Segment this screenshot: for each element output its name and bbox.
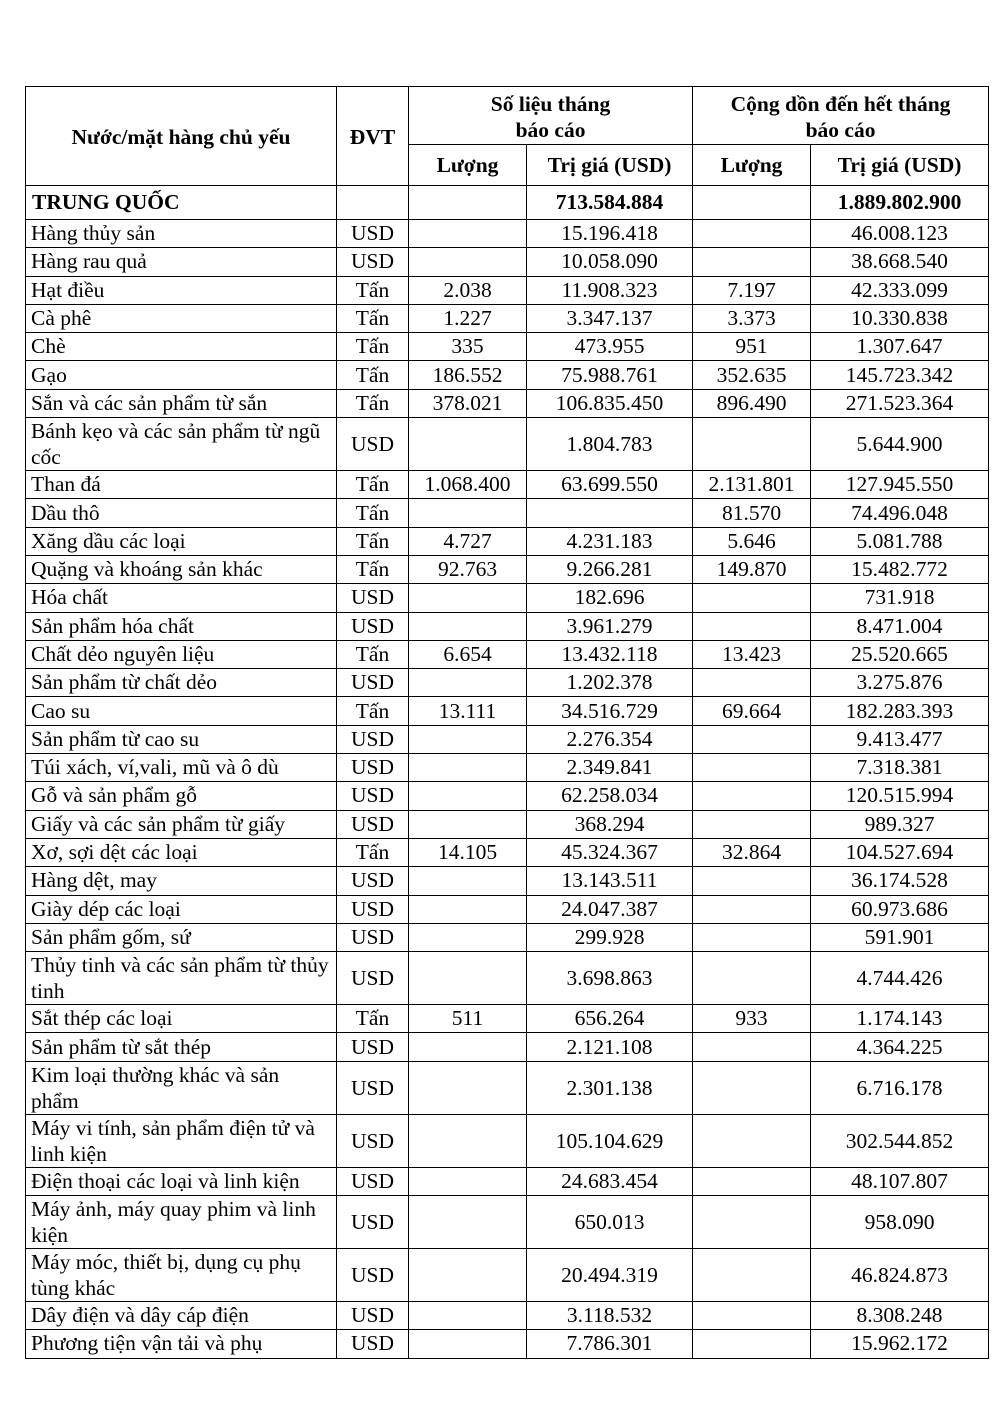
item-value-cumulative: 36.174.528	[811, 867, 989, 895]
item-unit: Tấn	[337, 333, 409, 361]
item-value-cumulative: 120.515.994	[811, 782, 989, 810]
group-qty-cumulative	[693, 186, 811, 220]
item-name: Chất dẻo nguyên liệu	[26, 640, 337, 668]
item-value-cumulative: 74.496.048	[811, 499, 989, 527]
item-value-month: 20.494.319	[527, 1249, 693, 1302]
item-unit: Tấn	[337, 276, 409, 304]
item-value-month: 106.835.450	[527, 389, 693, 417]
item-value-month: 1.202.378	[527, 669, 693, 697]
item-value-month: 45.324.367	[527, 838, 693, 866]
item-qty-cumulative: 3.373	[693, 304, 811, 332]
item-qty-cumulative	[693, 612, 811, 640]
table-row	[26, 1033, 989, 1061]
item-value-cumulative: 104.527.694	[811, 838, 989, 866]
item-value-month: 2.121.108	[527, 1033, 693, 1061]
table-row	[26, 555, 989, 583]
item-qty-cumulative: 933	[693, 1005, 811, 1033]
table-row	[26, 276, 989, 304]
table-row	[26, 1061, 989, 1114]
item-qty-month	[409, 1167, 527, 1195]
group-qty-month	[409, 186, 527, 220]
item-value-month: 15.196.418	[527, 220, 693, 248]
item-value-cumulative: 271.523.364	[811, 389, 989, 417]
item-unit: USD	[337, 1330, 409, 1358]
item-qty-cumulative	[693, 1330, 811, 1358]
item-unit: USD	[337, 1249, 409, 1302]
item-qty-cumulative	[693, 1114, 811, 1167]
item-value-cumulative: 591.901	[811, 923, 989, 951]
item-qty-month	[409, 952, 527, 1005]
item-qty-month	[409, 1033, 527, 1061]
table-body	[26, 186, 989, 1359]
item-qty-month: 335	[409, 333, 527, 361]
table-row	[26, 1005, 989, 1033]
item-qty-month: 2.038	[409, 276, 527, 304]
table-row	[26, 248, 989, 276]
item-qty-cumulative: 149.870	[693, 555, 811, 583]
table-row	[26, 584, 989, 612]
item-value-cumulative: 302.544.852	[811, 1114, 989, 1167]
item-name: Sắt thép các loại	[26, 1005, 337, 1033]
item-value-month: 13.432.118	[527, 640, 693, 668]
item-name: Than đá	[26, 471, 337, 499]
trade-table	[25, 86, 989, 1359]
item-value-cumulative: 145.723.342	[811, 361, 989, 389]
item-qty-month	[409, 1249, 527, 1302]
item-value-cumulative: 3.275.876	[811, 669, 989, 697]
item-qty-month	[409, 584, 527, 612]
item-qty-cumulative	[693, 1196, 811, 1249]
item-qty-month	[409, 418, 527, 471]
item-value-month: 7.786.301	[527, 1330, 693, 1358]
table-row	[26, 333, 989, 361]
item-value-cumulative: 48.107.807	[811, 1167, 989, 1195]
item-qty-cumulative	[693, 1249, 811, 1302]
item-unit: Tấn	[337, 697, 409, 725]
item-qty-month: 186.552	[409, 361, 527, 389]
item-value-cumulative: 4.364.225	[811, 1033, 989, 1061]
item-qty-month: 1.068.400	[409, 471, 527, 499]
item-value-month: 3.698.863	[527, 952, 693, 1005]
item-value-month: 24.683.454	[527, 1167, 693, 1195]
item-value-cumulative: 182.283.393	[811, 697, 989, 725]
item-value-month: 3.961.279	[527, 612, 693, 640]
item-name: Sản phẩm gốm, sứ	[26, 923, 337, 951]
item-qty-cumulative: 13.423	[693, 640, 811, 668]
table-row	[26, 499, 989, 527]
item-value-month: 11.908.323	[527, 276, 693, 304]
item-name: Kim loại thường khác và sản phẩm	[26, 1061, 337, 1114]
item-unit: USD	[337, 867, 409, 895]
item-name: Hóa chất	[26, 584, 337, 612]
item-qty-cumulative: 5.646	[693, 527, 811, 555]
item-value-month: 24.047.387	[527, 895, 693, 923]
group-value-cumulative: 1.889.802.900	[811, 186, 989, 220]
item-unit: Tấn	[337, 471, 409, 499]
table-row	[26, 1302, 989, 1330]
item-qty-month: 511	[409, 1005, 527, 1033]
item-value-month: 2.276.354	[527, 725, 693, 753]
item-value-month: 182.696	[527, 584, 693, 612]
item-qty-cumulative: 896.490	[693, 389, 811, 417]
item-name: Máy vi tính, sản phẩm điện tử và linh kiện	[26, 1114, 337, 1167]
table-row	[26, 810, 989, 838]
table-row	[26, 923, 989, 951]
item-value-month: 650.013	[527, 1196, 693, 1249]
item-unit: USD	[337, 810, 409, 838]
item-value-month: 2.349.841	[527, 754, 693, 782]
item-value-month: 3.347.137	[527, 304, 693, 332]
item-qty-month	[409, 895, 527, 923]
group-name: TRUNG QUỐC	[26, 186, 337, 220]
item-unit: Tấn	[337, 304, 409, 332]
item-value-cumulative: 8.471.004	[811, 612, 989, 640]
item-qty-month	[409, 782, 527, 810]
table-row	[26, 220, 989, 248]
item-name: Cao su	[26, 697, 337, 725]
item-value-cumulative: 6.716.178	[811, 1061, 989, 1114]
item-qty-month	[409, 1114, 527, 1167]
item-name: Hàng dệt, may	[26, 867, 337, 895]
table-row	[26, 1330, 989, 1358]
item-qty-cumulative	[693, 895, 811, 923]
table-row	[26, 782, 989, 810]
item-unit: Tấn	[337, 838, 409, 866]
item-value-month: 9.266.281	[527, 555, 693, 583]
item-value-cumulative: 9.413.477	[811, 725, 989, 753]
item-qty-month	[409, 669, 527, 697]
item-qty-month	[409, 1196, 527, 1249]
item-unit: USD	[337, 1061, 409, 1114]
item-qty-cumulative	[693, 782, 811, 810]
item-unit: USD	[337, 669, 409, 697]
header-item: Nước/mặt hàng chủ yếu	[26, 87, 337, 186]
item-value-month	[527, 499, 693, 527]
table-row	[26, 471, 989, 499]
item-name: Xăng dầu các loại	[26, 527, 337, 555]
item-qty-month	[409, 248, 527, 276]
item-unit: USD	[337, 612, 409, 640]
table-row	[26, 754, 989, 782]
item-unit: USD	[337, 1302, 409, 1330]
item-qty-cumulative	[693, 584, 811, 612]
header-qty-month: Lượng	[409, 145, 527, 186]
item-unit: USD	[337, 1167, 409, 1195]
item-value-cumulative: 25.520.665	[811, 640, 989, 668]
item-value-month: 2.301.138	[527, 1061, 693, 1114]
table-header	[26, 87, 989, 186]
item-name: Dây điện và dây cáp điện	[26, 1302, 337, 1330]
item-qty-cumulative: 81.570	[693, 499, 811, 527]
item-qty-month	[409, 1330, 527, 1358]
table-row	[26, 418, 989, 471]
item-name: Hạt điều	[26, 276, 337, 304]
item-qty-cumulative	[693, 810, 811, 838]
item-unit: Tấn	[337, 499, 409, 527]
item-name: Sản phẩm từ cao su	[26, 725, 337, 753]
item-name: Cà phê	[26, 304, 337, 332]
item-name: Giày dép các loại	[26, 895, 337, 923]
group-unit	[337, 186, 409, 220]
item-value-cumulative: 127.945.550	[811, 471, 989, 499]
item-name: Chè	[26, 333, 337, 361]
header-month-report: Số liệu tháng báo cáo	[409, 87, 693, 145]
item-qty-month	[409, 220, 527, 248]
item-qty-month	[409, 754, 527, 782]
item-value-month: 3.118.532	[527, 1302, 693, 1330]
item-unit: USD	[337, 952, 409, 1005]
item-value-cumulative: 15.962.172	[811, 1330, 989, 1358]
item-qty-cumulative	[693, 248, 811, 276]
item-name: Sản phẩm từ sắt thép	[26, 1033, 337, 1061]
item-name: Điện thoại các loại và linh kiện	[26, 1167, 337, 1195]
item-qty-cumulative	[693, 754, 811, 782]
table-row	[26, 361, 989, 389]
item-value-month: 368.294	[527, 810, 693, 838]
table-row	[26, 527, 989, 555]
group-value-month: 713.584.884	[527, 186, 693, 220]
table-row	[26, 1249, 989, 1302]
item-name: Sắn và các sản phẩm từ sắn	[26, 389, 337, 417]
item-value-cumulative: 46.824.873	[811, 1249, 989, 1302]
item-value-cumulative: 42.333.099	[811, 276, 989, 304]
item-value-month: 473.955	[527, 333, 693, 361]
item-name: Sản phẩm hóa chất	[26, 612, 337, 640]
item-qty-month	[409, 810, 527, 838]
item-unit: Tấn	[337, 389, 409, 417]
item-value-cumulative: 46.008.123	[811, 220, 989, 248]
item-unit: Tấn	[337, 1005, 409, 1033]
item-qty-cumulative	[693, 923, 811, 951]
item-value-cumulative: 38.668.540	[811, 248, 989, 276]
item-qty-month	[409, 1302, 527, 1330]
item-qty-month: 92.763	[409, 555, 527, 583]
item-unit: USD	[337, 895, 409, 923]
item-unit: USD	[337, 782, 409, 810]
item-unit: USD	[337, 923, 409, 951]
item-qty-cumulative	[693, 669, 811, 697]
item-qty-month	[409, 923, 527, 951]
item-name: Máy móc, thiết bị, dụng cụ phụ tùng khác	[26, 1249, 337, 1302]
item-name: Hàng rau quả	[26, 248, 337, 276]
item-name: Túi xách, ví,vali, mũ và ô dù	[26, 754, 337, 782]
item-value-month: 1.804.783	[527, 418, 693, 471]
item-qty-cumulative	[693, 220, 811, 248]
item-qty-cumulative	[693, 1167, 811, 1195]
table-row	[26, 389, 989, 417]
item-value-cumulative: 15.482.772	[811, 555, 989, 583]
item-unit: USD	[337, 1114, 409, 1167]
item-name: Gạo	[26, 361, 337, 389]
item-name: Dầu thô	[26, 499, 337, 527]
item-value-month: 299.928	[527, 923, 693, 951]
item-unit: USD	[337, 1033, 409, 1061]
item-name: Gỗ và sản phẩm gỗ	[26, 782, 337, 810]
item-qty-month: 13.111	[409, 697, 527, 725]
header-value-cumulative: Trị giá (USD)	[811, 145, 989, 186]
table-row	[26, 895, 989, 923]
item-value-cumulative: 60.973.686	[811, 895, 989, 923]
item-unit: USD	[337, 220, 409, 248]
item-unit: USD	[337, 725, 409, 753]
item-name: Sản phẩm từ chất dẻo	[26, 669, 337, 697]
table-row	[26, 952, 989, 1005]
item-unit: Tấn	[337, 555, 409, 583]
item-qty-month: 1.227	[409, 304, 527, 332]
item-name: Giấy và các sản phẩm từ giấy	[26, 810, 337, 838]
item-value-month: 656.264	[527, 1005, 693, 1033]
item-value-month: 34.516.729	[527, 697, 693, 725]
item-unit: USD	[337, 418, 409, 471]
item-qty-cumulative: 951	[693, 333, 811, 361]
item-qty-cumulative: 2.131.801	[693, 471, 811, 499]
header-unit: ĐVT	[337, 87, 409, 186]
header-qty-cumulative: Lượng	[693, 145, 811, 186]
table-row	[26, 304, 989, 332]
header-cumulative: Cộng dồn đến hết tháng báo cáo	[693, 87, 989, 145]
item-qty-cumulative: 69.664	[693, 697, 811, 725]
item-name: Bánh kẹo và các sản phẩm từ ngũ cốc	[26, 418, 337, 471]
item-name: Thủy tinh và các sản phẩm từ thủy tinh	[26, 952, 337, 1005]
item-value-cumulative: 989.327	[811, 810, 989, 838]
item-value-cumulative: 1.174.143	[811, 1005, 989, 1033]
item-unit: USD	[337, 754, 409, 782]
item-qty-month: 6.654	[409, 640, 527, 668]
item-qty-cumulative: 7.197	[693, 276, 811, 304]
item-unit: USD	[337, 584, 409, 612]
item-qty-month	[409, 612, 527, 640]
table-row	[26, 612, 989, 640]
item-value-month: 13.143.511	[527, 867, 693, 895]
item-unit: USD	[337, 248, 409, 276]
item-value-month: 10.058.090	[527, 248, 693, 276]
item-qty-cumulative	[693, 952, 811, 1005]
item-qty-month	[409, 725, 527, 753]
table-row	[26, 725, 989, 753]
item-name: Máy ảnh, máy quay phim và linh kiện	[26, 1196, 337, 1249]
item-qty-cumulative	[693, 1302, 811, 1330]
item-qty-month: 4.727	[409, 527, 527, 555]
item-unit: USD	[337, 1196, 409, 1249]
item-qty-month	[409, 499, 527, 527]
item-value-month: 105.104.629	[527, 1114, 693, 1167]
item-value-cumulative: 8.308.248	[811, 1302, 989, 1330]
table-row	[26, 697, 989, 725]
table-row	[26, 1167, 989, 1195]
item-value-month: 62.258.034	[527, 782, 693, 810]
item-qty-cumulative	[693, 1061, 811, 1114]
header-value-month: Trị giá (USD)	[527, 145, 693, 186]
item-qty-month	[409, 867, 527, 895]
item-qty-month: 14.105	[409, 838, 527, 866]
item-unit: Tấn	[337, 361, 409, 389]
item-name: Phương tiện vận tải và phụ	[26, 1330, 337, 1358]
item-value-month: 75.988.761	[527, 361, 693, 389]
item-qty-cumulative	[693, 867, 811, 895]
item-qty-month	[409, 1061, 527, 1114]
item-qty-month: 378.021	[409, 389, 527, 417]
item-qty-cumulative	[693, 1033, 811, 1061]
table-row	[26, 669, 989, 697]
item-name: Quặng và khoáng sản khác	[26, 555, 337, 583]
item-value-month: 63.699.550	[527, 471, 693, 499]
item-value-cumulative: 5.081.788	[811, 527, 989, 555]
table-row	[26, 1114, 989, 1167]
item-qty-cumulative	[693, 418, 811, 471]
item-value-cumulative: 10.330.838	[811, 304, 989, 332]
item-qty-cumulative: 32.864	[693, 838, 811, 866]
table-row	[26, 867, 989, 895]
table-row	[26, 640, 989, 668]
group-row	[26, 186, 989, 220]
item-qty-cumulative	[693, 725, 811, 753]
item-value-cumulative: 4.744.426	[811, 952, 989, 1005]
item-value-cumulative: 731.918	[811, 584, 989, 612]
table-row	[26, 838, 989, 866]
item-value-month: 4.231.183	[527, 527, 693, 555]
item-qty-cumulative: 352.635	[693, 361, 811, 389]
item-value-cumulative: 7.318.381	[811, 754, 989, 782]
table-row	[26, 1196, 989, 1249]
item-value-cumulative: 1.307.647	[811, 333, 989, 361]
item-value-cumulative: 5.644.900	[811, 418, 989, 471]
item-name: Hàng thủy sản	[26, 220, 337, 248]
item-value-cumulative: 958.090	[811, 1196, 989, 1249]
item-name: Xơ, sợi dệt các loại	[26, 838, 337, 866]
item-unit: Tấn	[337, 527, 409, 555]
item-unit: Tấn	[337, 640, 409, 668]
